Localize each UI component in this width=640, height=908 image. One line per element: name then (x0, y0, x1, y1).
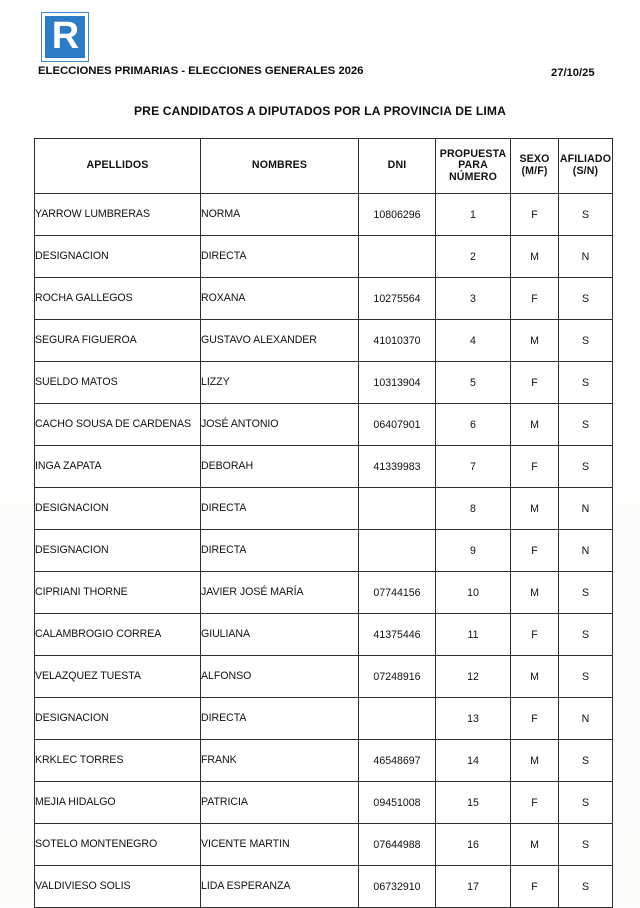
cell-dni: 07644988 (359, 824, 436, 866)
column-header-nombres (201, 139, 359, 194)
cell-dni: 09451008 (359, 782, 436, 824)
cell-nombres: DIRECTA (201, 236, 359, 278)
cell-sexo: F (511, 866, 559, 908)
cell-afiliado: S (559, 782, 613, 824)
cell-afiliado: S (559, 320, 613, 362)
cell-afiliado: S (559, 404, 613, 446)
cell-propuesta: 11 (436, 614, 511, 656)
cell-nombres: ROXANA (201, 278, 359, 320)
cell-apellidos: MEJIA HIDALGO (35, 782, 201, 824)
column-header-line: (M/F) (521, 165, 548, 177)
cell-sexo: M (511, 236, 559, 278)
cell-propuesta: 6 (436, 404, 511, 446)
cell-afiliado: S (559, 740, 613, 782)
cell-apellidos: VELAZQUEZ TUESTA (35, 656, 201, 698)
table-row (35, 614, 613, 656)
column-header-line: PARA (458, 159, 488, 172)
table-row (35, 530, 613, 572)
table-row (35, 656, 613, 698)
cell-afiliado: S (559, 824, 613, 866)
column-header-line: (S/N) (572, 165, 599, 177)
cell-sexo: F (511, 278, 559, 320)
cell-afiliado: S (559, 572, 613, 614)
table-row (35, 404, 613, 446)
cell-apellidos: CACHO SOUSA DE CARDENAS (35, 404, 201, 446)
table-header-row (35, 139, 613, 194)
cell-apellidos: INGA ZAPATA (35, 446, 201, 488)
cell-sexo: F (511, 614, 559, 656)
table-row (35, 236, 613, 278)
cell-propuesta: 7 (436, 446, 511, 488)
cell-apellidos: SEGURA FIGUEROA (35, 320, 201, 362)
party-logo-letter: R (51, 15, 79, 57)
cell-nombres: VICENTE MARTIN (201, 824, 359, 866)
cell-afiliado: S (559, 194, 613, 236)
cell-dni (359, 488, 436, 530)
cell-propuesta: 10 (436, 572, 511, 614)
cell-sexo: F (511, 530, 559, 572)
cell-dni: 46548697 (359, 740, 436, 782)
cell-nombres: PATRICIA (201, 782, 359, 824)
cell-afiliado: N (559, 698, 613, 740)
document-subtitle: PRE CANDIDATOS A DIPUTADOS POR LA PROVINCIA DE LIMA (133, 104, 507, 118)
table-body (35, 194, 613, 908)
cell-propuesta: 16 (436, 824, 511, 866)
document-masthead (0, 0, 640, 132)
cell-propuesta: 13 (436, 698, 511, 740)
cell-nombres: DIRECTA (201, 530, 359, 572)
cell-sexo: M (511, 656, 559, 698)
cell-propuesta: 9 (436, 530, 511, 572)
table-row (35, 194, 613, 236)
cell-nombres: GUSTAVO ALEXANDER (201, 320, 359, 362)
cell-propuesta: 3 (436, 278, 511, 320)
table-row (35, 866, 613, 908)
table-header (35, 139, 613, 194)
table-row (35, 782, 613, 824)
cell-sexo: M (511, 740, 559, 782)
cell-dni (359, 698, 436, 740)
cell-apellidos: DESIGNACION (35, 236, 201, 278)
column-header-line: APELLIDOS (86, 159, 149, 172)
table-row (35, 740, 613, 782)
cell-afiliado: S (559, 278, 613, 320)
cell-dni: 10313904 (359, 362, 436, 404)
cell-sexo: F (511, 446, 559, 488)
cell-dni: 07248916 (359, 656, 436, 698)
cell-nombres: GIULIANA (201, 614, 359, 656)
cell-sexo: M (511, 320, 559, 362)
cell-propuesta: 4 (436, 320, 511, 362)
cell-nombres: JOSÉ ANTONIO (201, 404, 359, 446)
cell-apellidos: CALAMBROGIO CORREA (35, 614, 201, 656)
cell-apellidos: DESIGNACION (35, 698, 201, 740)
cell-propuesta: 15 (436, 782, 511, 824)
cell-nombres: LIDA ESPERANZA (201, 866, 359, 908)
cell-sexo: M (511, 824, 559, 866)
cell-nombres: DEBORAH (201, 446, 359, 488)
cell-sexo: F (511, 782, 559, 824)
cell-afiliado: S (559, 446, 613, 488)
table-row (35, 698, 613, 740)
candidates-table-container (34, 138, 612, 908)
cell-propuesta: 8 (436, 488, 511, 530)
election-header-line: ELECCIONES PRIMARIAS - ELECCIONES GENERALES 2026 (38, 65, 364, 77)
cell-nombres: DIRECTA (201, 488, 359, 530)
column-header-propuesta (436, 139, 511, 194)
cell-afiliado: S (559, 656, 613, 698)
cell-propuesta: 5 (436, 362, 511, 404)
column-header-line: NOMBRES (251, 159, 308, 172)
cell-apellidos: VALDIVIESO SOLIS (35, 866, 201, 908)
cell-dni: 07744156 (359, 572, 436, 614)
cell-nombres: DIRECTA (201, 698, 359, 740)
cell-apellidos: CIPRIANI THORNE (35, 572, 201, 614)
table-row (35, 824, 613, 866)
cell-propuesta: 17 (436, 866, 511, 908)
cell-sexo: F (511, 362, 559, 404)
column-header-dni (359, 139, 436, 194)
column-header-line: AFILIADO (559, 153, 612, 166)
column-header-line: DNI (387, 159, 407, 172)
cell-dni: 06732910 (359, 866, 436, 908)
cell-sexo: M (511, 404, 559, 446)
cell-apellidos: SUELDO MATOS (35, 362, 201, 404)
cell-sexo: F (511, 194, 559, 236)
cell-nombres: ALFONSO (201, 656, 359, 698)
cell-dni (359, 236, 436, 278)
cell-dni: 41010370 (359, 320, 436, 362)
cell-sexo: F (511, 698, 559, 740)
party-logo (41, 12, 89, 62)
table-row (35, 446, 613, 488)
cell-sexo: M (511, 488, 559, 530)
table-row (35, 278, 613, 320)
column-header-line: SEXO (519, 153, 550, 166)
cell-apellidos: YARROW LUMBRERAS (35, 194, 201, 236)
cell-apellidos: ROCHA GALLEGOS (35, 278, 201, 320)
cell-nombres: LIZZY (201, 362, 359, 404)
table-row (35, 362, 613, 404)
cell-propuesta: 2 (436, 236, 511, 278)
column-header-apellidos (35, 139, 201, 194)
cell-apellidos: SOTELO MONTENEGRO (35, 824, 201, 866)
cell-afiliado: N (559, 530, 613, 572)
document-date: 27/10/25 (551, 67, 595, 79)
cell-afiliado: N (559, 236, 613, 278)
cell-dni: 10275564 (359, 278, 436, 320)
table-row (35, 320, 613, 362)
cell-dni: 41375446 (359, 614, 436, 656)
cell-propuesta: 1 (436, 194, 511, 236)
cell-nombres: NORMA (201, 194, 359, 236)
cell-dni: 10806296 (359, 194, 436, 236)
column-header-line: PROPUESTA (439, 147, 507, 160)
column-header-afiliado (559, 139, 613, 194)
cell-apellidos: KRKLEC TORRES (35, 740, 201, 782)
cell-nombres: JAVIER JOSÉ MARÍA (201, 572, 359, 614)
cell-afiliado: N (559, 488, 613, 530)
candidates-table (34, 138, 613, 908)
cell-afiliado: S (559, 614, 613, 656)
cell-dni: 41339983 (359, 446, 436, 488)
cell-afiliado: S (559, 362, 613, 404)
cell-nombres: FRANK (201, 740, 359, 782)
table-row (35, 572, 613, 614)
cell-apellidos: DESIGNACION (35, 488, 201, 530)
cell-apellidos: DESIGNACION (35, 530, 201, 572)
cell-afiliado: S (559, 866, 613, 908)
cell-sexo: M (511, 572, 559, 614)
cell-propuesta: 14 (436, 740, 511, 782)
party-logo-square (45, 16, 85, 58)
column-header-sexo (511, 139, 559, 194)
table-row (35, 488, 613, 530)
cell-propuesta: 12 (436, 656, 511, 698)
cell-dni (359, 530, 436, 572)
column-header-line: NÚMERO (449, 170, 497, 183)
cell-dni: 06407901 (359, 404, 436, 446)
